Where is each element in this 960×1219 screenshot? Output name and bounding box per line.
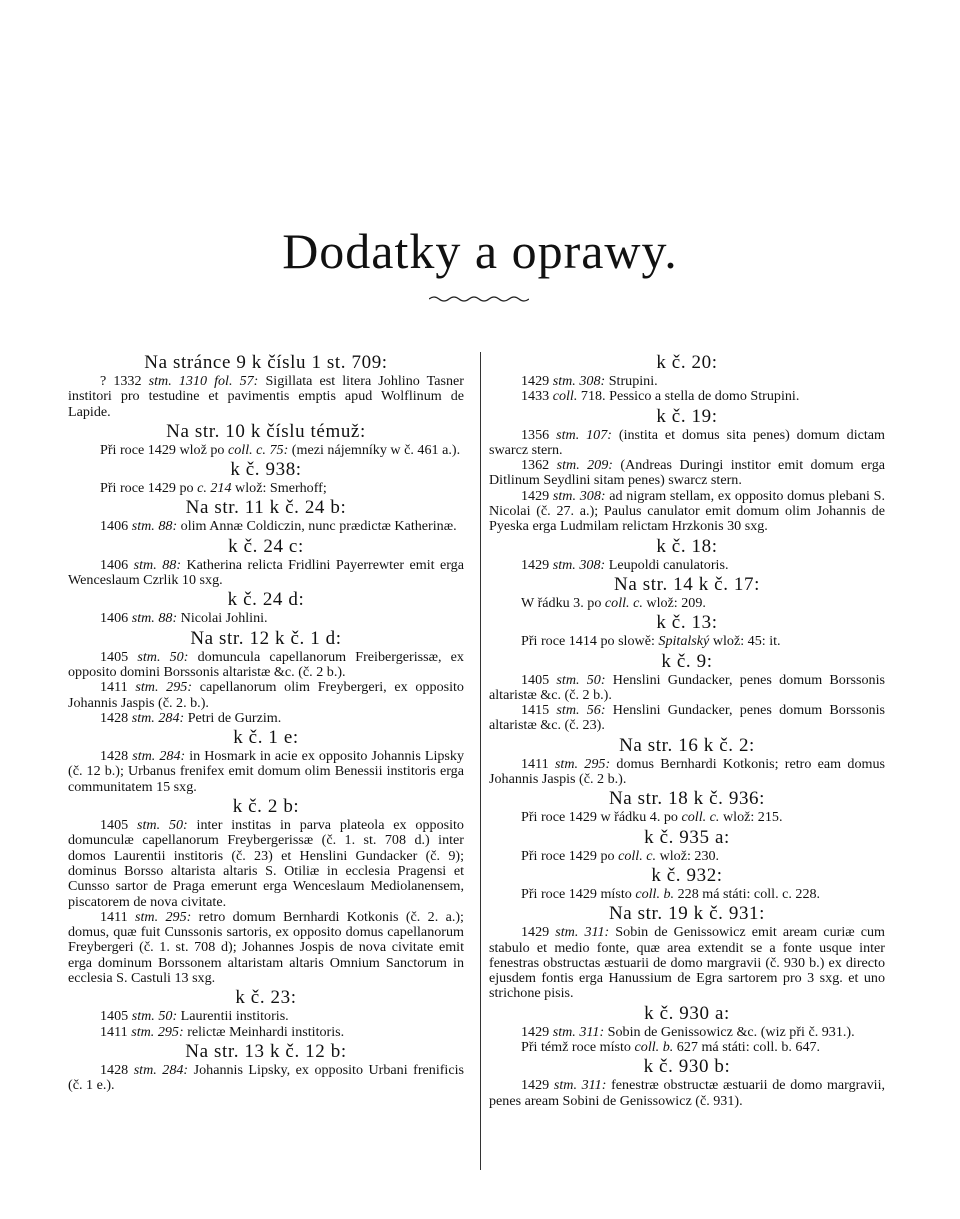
section-heading: k č. 935 a:: [644, 826, 730, 848]
entry-reference: stm. 88:: [133, 556, 182, 573]
entry-prefix: 1406: [100, 556, 134, 573]
entry-reference: stm. 50:: [556, 671, 606, 688]
entry-prefix: 1405: [100, 1008, 132, 1025]
entry-prefix: 1428: [100, 1061, 134, 1078]
entry-text: Sobin de Genissowicz emit aream curiæ cum stabulo et medio fonte, quæ area extendit se a fonte usque inter fenestras obstructas æstuarii de domo margravii (č. 930 b.) ex directo ejusdem fontis erga Hanussium de Egra sartorem pro 3 sxg. et uno strichone pisis.: [489, 924, 885, 1002]
entry-paragraph: [68, 749, 464, 795]
entry-prefix: W řádku 3. po: [521, 594, 605, 611]
entry-paragraph: [489, 458, 885, 489]
entry-prefix: 1429: [521, 1023, 553, 1040]
entry-reference: stm. 311:: [555, 924, 610, 941]
entry-prefix: 1428: [100, 709, 132, 726]
section-heading: k č. 930 a:: [644, 1002, 730, 1024]
entry-reference: stm. 295:: [554, 755, 611, 772]
entry-paragraph: [489, 428, 885, 459]
entry-text: wlož: 209.: [642, 594, 706, 611]
section-heading: k č. 938:: [230, 459, 302, 481]
section-heading: k č. 19:: [656, 405, 718, 427]
section-heading: Na str. 10 k číslu témuž:: [166, 420, 366, 442]
entry-prefix: 1411: [100, 1023, 132, 1040]
entry-text: 228 má státi: coll. c. 228.: [674, 885, 821, 902]
entry-text: inter institas in parva plateola ex opposito domunculæ capellanorum Freybergerissæ (č. 1. st. 708 d.) inter domos Laurentii institoris (č. 23) et Henslini Gundacker (č. 9); dominus Borsso altarista altaris S. Otiliæ in ecclesia Pragensi et Cunsso sartor de Praga emerunt erga Wenceslaum Mediolanensem, piscatorem de nova civitate.: [68, 817, 464, 910]
entry-prefix: 1429: [521, 1077, 554, 1094]
entry-paragraph: [68, 443, 464, 458]
section-heading: k č. 18:: [656, 535, 718, 557]
entry-prefix: Při roce 1429 wlož po: [100, 441, 228, 458]
entry-paragraph: [68, 711, 464, 726]
entry-text: capellanorum olim Freybergeri, ex opposito Johannis Jaspis (č. 2. b.).: [68, 679, 464, 711]
entry-paragraph: [489, 673, 885, 704]
section-heading: Na str. 14 k č. 17:: [614, 573, 760, 595]
entry-paragraph: [68, 910, 464, 986]
entry-paragraph: [489, 887, 885, 902]
entry-reference: coll. c.: [681, 809, 720, 826]
entry-paragraph: [489, 558, 885, 573]
entry-reference: stm. 284:: [132, 748, 186, 765]
entry-prefix: 1415: [521, 702, 557, 719]
entry-reference: coll. c.: [618, 847, 657, 864]
entry-text: olim Annæ Coldiczin, nunc prædictæ Katherinæ.: [177, 518, 457, 535]
entry-prefix: 1405: [521, 671, 557, 688]
section-heading: k č. 932:: [651, 864, 723, 886]
entry-text: wlož: 230.: [656, 847, 720, 864]
section-heading: k č. 1 e:: [233, 727, 299, 749]
entry-prefix: 1411: [521, 755, 555, 772]
entry-paragraph: [489, 925, 885, 1001]
section-heading: k č. 930 b:: [643, 1056, 731, 1078]
entry-paragraph: [489, 1040, 885, 1055]
entry-reference: stm. 311:: [552, 1023, 605, 1040]
entry-reference: stm. 1310 fol. 57:: [148, 373, 259, 389]
entry-text: retro domum Bernhardi Kotkonis (č. 2. a.); domus, quæ fuit Cunssonis sartoris, ex opposito domus capellanorum Freybergeri (č. 1. st. 708 d); Johannes Jospis de nova civitate emit erga dominum Borssonem altaristam altaris Omnium Sanctorum in ecclesia S. Castuli 13 sxg.: [68, 908, 464, 987]
entry-reference: stm. 88:: [131, 518, 178, 535]
entry-text: Henslini Gundacker, penes domum Borssonis altaristæ &c. (č. 23).: [489, 702, 885, 734]
entry-text: wlož: 215.: [719, 809, 783, 826]
entry-reference: stm. 308:: [552, 487, 606, 504]
entry-reference: stm. 311:: [553, 1077, 607, 1094]
entry-prefix: 1429: [521, 487, 553, 504]
entry-prefix: 1411: [100, 908, 136, 925]
wavy-ornament: [429, 294, 529, 304]
section-heading: Na str. 19 k č. 931:: [608, 903, 766, 925]
section-heading: k č. 24 c:: [228, 535, 304, 557]
entry-text: ad nigram stellam, ex opposito domus plebani S. Nicolai (č. 27. a.); Paulus canulator emit domum olim Johannis de Pyeska erga Ludmilam relictam Hrzkonis 30 sxg.: [489, 487, 885, 535]
entry-text: Sobin de Genissowicz &c. (wiz při č. 931.).: [604, 1023, 855, 1040]
entry-reference: Spitalský: [658, 633, 710, 650]
entry-text: (mezi nájemníky w č. 461 a.).: [288, 441, 461, 458]
entry-prefix: Při roce 1429 po: [100, 480, 198, 497]
entry-reference: coll.: [552, 388, 578, 405]
entry-paragraph: [489, 489, 885, 535]
section-heading: k č. 2 b:: [232, 796, 300, 818]
entry-reference: stm. 284:: [133, 1061, 189, 1078]
entry-paragraph: [489, 374, 885, 389]
entry-reference: coll. b.: [635, 885, 675, 902]
entry-paragraph: [489, 389, 885, 404]
column-divider: [480, 352, 481, 1170]
entry-text: in Hosmark in acie ex opposito Johannis Lipsky (č. 12 b.); Urbanus frenifex emit domum olim Benessii institoris erga communitatem 15 sxg.: [68, 748, 464, 795]
entry-prefix: 1356: [521, 426, 557, 443]
entry-paragraph: [489, 810, 885, 825]
entry-text: wlož: Smerhoff;: [231, 480, 327, 497]
left-column: [68, 351, 464, 1094]
entry-reference: stm. 295:: [131, 1023, 184, 1040]
entry-reference: c. 214: [197, 480, 232, 497]
entry-text: (instita et domus sita penes) domum dictam swarcz stern.: [489, 426, 886, 458]
entry-prefix: 1429: [521, 924, 556, 941]
entry-reference: stm. 284:: [131, 709, 185, 726]
entry-text: domus Bernhardi Kotkonis; retro eam domus Johannis Jaspis (č. 2 b.).: [489, 755, 885, 788]
entry-text: (Andreas Duringi institor emit domum erga Ditlinum Seydlini sitam penes) swarcz stern.: [489, 457, 885, 489]
entry-reference: stm. 50:: [137, 817, 188, 834]
entry-paragraph: [68, 519, 464, 534]
entry-text: domuncula capellanorum Freibergerissæ, ex opposito domini Borssonis altaristæ &c. (č. 2 b.).: [68, 648, 464, 680]
entry-paragraph: [68, 374, 464, 420]
entry-prefix: 1429: [521, 373, 553, 389]
entry-reference: stm. 50:: [131, 1008, 178, 1025]
entry-text: Henslini Gundacker, penes domum Borssonis altaristæ &c. (č. 2 b.).: [489, 671, 885, 703]
entry-prefix: Při roce 1429 po: [521, 847, 619, 864]
entry-text: Johannis Lipsky, ex opposito Urbani frenificis (č. 1 e.).: [68, 1061, 464, 1094]
section-heading: k č. 23:: [235, 987, 297, 1009]
entry-paragraph: [68, 558, 464, 589]
entry-prefix: 1429: [521, 556, 553, 573]
entry-paragraph: [68, 611, 464, 626]
entry-paragraph: [68, 1009, 464, 1024]
entry-reference: coll. c.: [604, 594, 643, 611]
entry-prefix: 1433: [521, 388, 553, 405]
entry-prefix: Při roce 1429 místo: [521, 885, 636, 902]
entry-paragraph: [68, 481, 464, 496]
entry-reference: stm. 295:: [135, 679, 193, 696]
entry-prefix: Při témž roce místo: [521, 1039, 635, 1056]
entry-paragraph: [489, 634, 885, 649]
entry-reference: stm. 308:: [552, 556, 606, 573]
entry-prefix: Při roce 1429 w řádku 4. po: [521, 809, 682, 826]
entry-paragraph: [68, 1063, 464, 1094]
page-title: Dodatky a oprawy.: [282, 223, 678, 279]
entry-text: wlož: 45: it.: [709, 633, 781, 650]
entry-prefix: 1411: [100, 679, 136, 696]
entry-paragraph: [68, 1025, 464, 1040]
entry-paragraph: [489, 849, 885, 864]
entry-reference: stm. 295:: [135, 908, 192, 925]
section-heading: Na str. 16 k č. 2:: [619, 734, 755, 756]
entry-paragraph: [489, 703, 885, 734]
entry-text: Katherina relicta Fridlini Payerrewter emit erga Wenceslaum Czrlik 10 sxg.: [68, 556, 464, 589]
entry-text: Nicolai Johlini.: [177, 610, 268, 627]
entry-prefix: Při roce 1414 po slowě:: [521, 633, 659, 650]
entry-paragraph: [68, 650, 464, 681]
entry-reference: stm. 56:: [556, 702, 606, 719]
entry-prefix: ? 1332: [100, 373, 149, 389]
entry-paragraph: [489, 757, 885, 788]
entry-text: Sigillata est litera Johlino Tasner institori pro testudine et pavimentis emptis apud Wolflinum de Lapide.: [68, 373, 464, 420]
entry-prefix: 1405: [100, 817, 138, 834]
entry-paragraph: [489, 596, 885, 611]
section-heading: k č. 9:: [661, 650, 713, 672]
entry-paragraph: [68, 818, 464, 910]
section-heading: Na str. 12 k č. 1 d:: [190, 627, 342, 649]
entry-reference: coll. c. 75:: [228, 441, 289, 458]
entry-paragraph: [489, 1025, 885, 1040]
entry-paragraph: [489, 1078, 885, 1109]
entry-reference: stm. 308:: [552, 373, 606, 389]
entry-prefix: 1406: [100, 610, 132, 627]
section-heading: Na str. 18 k č. 936:: [608, 788, 766, 810]
entry-text: fenestræ obstructæ æstuarii de domo margravii, penes aream Sobini de Genissowicz (č. 931).: [489, 1077, 886, 1109]
section-heading: Na str. 13 k č. 12 b:: [185, 1040, 347, 1062]
section-heading: k č. 20:: [656, 352, 718, 373]
section-heading: Na str. 11 k č. 24 b:: [185, 497, 347, 519]
entry-prefix: 1405: [100, 648, 138, 665]
entry-paragraph: [68, 680, 464, 711]
entry-prefix: 1428: [100, 748, 133, 765]
entry-reference: stm. 88:: [131, 610, 178, 627]
entry-reference: stm. 107:: [556, 426, 612, 443]
entry-text: Leupoldi canulatoris.: [605, 556, 729, 573]
entry-text: Laurentii institoris.: [177, 1008, 289, 1025]
section-heading: k č. 24 d:: [227, 589, 305, 611]
entry-text: 718. Pessico a stella de domo Strupini.: [577, 388, 800, 405]
entry-text: Petri de Gurzim.: [184, 709, 282, 726]
entry-text: relictæ Meinhardi institoris.: [183, 1023, 345, 1040]
entry-reference: stm. 209:: [556, 457, 613, 474]
entry-reference: coll. b.: [634, 1039, 674, 1056]
entry-prefix: 1362: [521, 457, 557, 474]
section-heading: k č. 13:: [656, 612, 718, 634]
right-column: [489, 351, 885, 1109]
entry-reference: stm. 50:: [137, 648, 189, 665]
entry-text: 627 má státi: coll. b. 647.: [673, 1039, 821, 1056]
entry-text: Strupini.: [605, 373, 658, 389]
section-heading: Na stránce 9 k číslu 1 st. 709:: [144, 352, 388, 373]
entry-prefix: 1406: [100, 518, 132, 535]
